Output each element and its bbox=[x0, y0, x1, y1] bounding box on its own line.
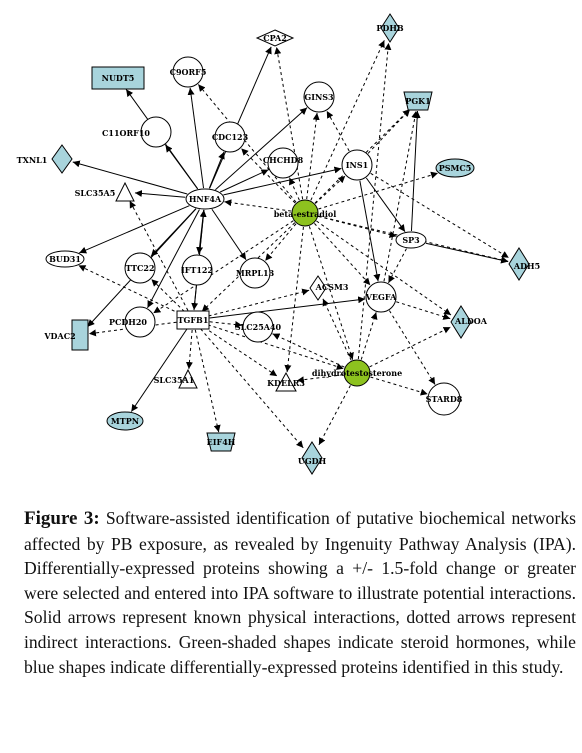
edge-ins1-vegfa bbox=[360, 181, 378, 282]
node-label-eif4h: EIF4H bbox=[206, 437, 236, 447]
node-nudt5 bbox=[92, 67, 144, 89]
node-label-hnf4a: HNF4A bbox=[188, 194, 222, 204]
node-slc25a40 bbox=[235, 312, 282, 342]
edge-hnf4a-c9orf5 bbox=[190, 88, 203, 188]
node-label-bud31: BUD31 bbox=[49, 254, 81, 264]
node-slc35a5 bbox=[75, 183, 134, 201]
node-label-aldoa: ALDOA bbox=[455, 316, 487, 326]
edge-vegfa-aldoa bbox=[396, 302, 450, 319]
edge-dihydrotestosterone-ugdh bbox=[319, 385, 351, 445]
node-label-stard8: STARD8 bbox=[425, 394, 463, 404]
nodes-layer bbox=[17, 14, 540, 474]
node-psmc5 bbox=[436, 159, 474, 177]
node-c11orf10 bbox=[102, 117, 171, 147]
node-shape-slc35a5 bbox=[116, 183, 134, 201]
node-label-ttc22: TTC22 bbox=[125, 263, 155, 273]
node-label-sp3: SP3 bbox=[402, 235, 420, 245]
node-aldoa bbox=[451, 306, 488, 338]
node-slc35a1 bbox=[154, 370, 197, 388]
edge-tgfb1-mtpn bbox=[131, 329, 186, 411]
node-mtpn bbox=[107, 412, 143, 430]
node-label-acsm3: ACSM3 bbox=[315, 282, 349, 292]
node-c9orf5 bbox=[170, 57, 207, 87]
node-eif4h bbox=[207, 433, 236, 451]
node-label-gins3: GINS3 bbox=[304, 92, 334, 102]
caption-text: Software-assisted identification of putative biochemical networks affected by PB exposure, as revealed by Ingenuity Pathway Analysis (IPA). Differentially-expressed proteins showing a +/- 1.5-fold change or greater were selected and entered into IPA software to illustrate potential interactions. Solid arrows represent known physical interactions, dotted arrows represent indirect interactions. Green-shaded shapes indicate steroid hormones, while blue shapes indicate differentially-expressed proteins identified in this study. bbox=[24, 508, 576, 677]
node-label-mtpn: MTPN bbox=[110, 416, 140, 426]
node-label-c11orf10: C11ORF10 bbox=[102, 128, 150, 138]
edge-dihydrotestosterone-acsm3 bbox=[323, 299, 351, 360]
node-ins1 bbox=[342, 150, 372, 180]
node-label-pgk1: PGK1 bbox=[405, 96, 431, 106]
node-label-ugdh: UGDH bbox=[297, 456, 327, 466]
node-label-betaestradiol: beta-estradiol bbox=[273, 209, 337, 219]
edge-hnf4a-bud31 bbox=[79, 206, 189, 253]
node-label-psmc5: PSMC5 bbox=[438, 163, 472, 173]
node-pdhb bbox=[376, 14, 404, 42]
edge-dihydrotestosterone-aldoa bbox=[370, 327, 451, 367]
node-label-pcdh20: PCDH20 bbox=[108, 317, 148, 327]
node-vegfa bbox=[365, 282, 397, 312]
node-label-ift122: IFT122 bbox=[180, 265, 214, 275]
node-ttc22 bbox=[125, 253, 155, 283]
edge-hnf4a-mrpl13 bbox=[212, 209, 246, 259]
node-vdac2 bbox=[43, 320, 88, 350]
edge-betaestradiol-psmc5 bbox=[318, 173, 438, 209]
node-label-slc35a1: SLC35A1 bbox=[153, 375, 195, 385]
node-mrpl13 bbox=[236, 258, 275, 288]
edge-hnf4a-slc35a5 bbox=[135, 193, 185, 197]
edge-ins1-gins3 bbox=[327, 111, 349, 151]
edge-tgfb1-vegfa bbox=[210, 299, 365, 318]
node-label-kdelr3: KDELR3 bbox=[267, 378, 305, 388]
node-label-pdhb: PDHB bbox=[376, 23, 404, 33]
node-cdc123 bbox=[212, 122, 249, 152]
node-tgfb1 bbox=[177, 311, 209, 329]
node-label-dihydrotestosterone: dihydrotestosterone bbox=[311, 368, 403, 378]
node-kdelr3 bbox=[267, 373, 305, 391]
edge-betaestradiol-gins3 bbox=[307, 113, 317, 199]
node-bud31 bbox=[46, 251, 84, 267]
edge-hnf4a-chchd8 bbox=[220, 170, 268, 192]
node-pgk1 bbox=[404, 92, 432, 110]
node-label-txnl1: TXNL1 bbox=[16, 155, 48, 165]
node-shape-txnl1 bbox=[52, 145, 72, 173]
node-label-cpa2: CPA2 bbox=[263, 33, 287, 43]
figure-caption bbox=[24, 506, 576, 679]
node-label-nudt5: NUDT5 bbox=[101, 73, 135, 83]
edge-ins1-sp3 bbox=[366, 178, 405, 232]
node-gins3 bbox=[304, 82, 334, 112]
edge-sp3-pgk1 bbox=[411, 111, 417, 231]
edge-betaestradiol-ins1 bbox=[315, 176, 345, 204]
edge-betaestradiol-kdelr3 bbox=[287, 227, 303, 372]
node-label-chchd8: CHCHD8 bbox=[262, 155, 304, 165]
node-hnf4a bbox=[186, 189, 224, 209]
node-pcdh20 bbox=[109, 307, 155, 337]
edge-tgfb1-eif4h bbox=[195, 330, 218, 432]
edge-hnf4a-c11orf10 bbox=[165, 145, 197, 189]
edge-dihydrotestosterone-slc25a40 bbox=[273, 334, 345, 367]
caption-label: Figure 3: bbox=[24, 508, 100, 529]
edge-dihydrotestosterone-vegfa bbox=[361, 312, 376, 359]
node-ift122 bbox=[181, 255, 213, 285]
edge-betaestradiol-vegfa bbox=[314, 223, 370, 285]
node-label-vdac2: VDAC2 bbox=[44, 331, 76, 341]
edge-ins1-pgk1 bbox=[368, 109, 410, 153]
edge-tgfb1-slc35a1 bbox=[189, 330, 192, 369]
node-label-ins1: INS1 bbox=[345, 160, 369, 170]
node-label-slc25a40: SLC25A40 bbox=[234, 322, 282, 332]
node-sp3 bbox=[396, 232, 426, 248]
node-label-vegfa: VEGFA bbox=[365, 292, 397, 302]
node-ugdh bbox=[298, 442, 327, 474]
node-label-c9orf5: C9ORF5 bbox=[169, 67, 207, 77]
node-betaestradiol bbox=[274, 200, 337, 226]
node-cpa2 bbox=[257, 30, 293, 46]
node-adh5 bbox=[509, 248, 540, 280]
edge-ins1-adh5 bbox=[371, 173, 509, 257]
edge-vegfa-pgk1 bbox=[384, 111, 416, 281]
node-chchd8 bbox=[263, 148, 304, 178]
node-label-tgfb1: TGFB1 bbox=[177, 315, 209, 325]
edge-dihydrotestosterone-stard8 bbox=[370, 377, 427, 394]
node-label-adh5: ADH5 bbox=[513, 261, 541, 271]
node-label-cdc123: CDC123 bbox=[211, 132, 249, 142]
edge-betaestradiol-mrpl13 bbox=[265, 224, 296, 261]
node-label-slc35a5: SLC35A5 bbox=[74, 188, 116, 198]
node-txnl1 bbox=[17, 145, 72, 173]
edge-betaestradiol-pcdh20 bbox=[153, 221, 293, 313]
node-stard8 bbox=[426, 383, 463, 415]
node-label-mrpl13: MRPL13 bbox=[235, 268, 275, 278]
node-acsm3 bbox=[310, 276, 349, 300]
edge-tgfb1-ttc22 bbox=[151, 279, 184, 311]
